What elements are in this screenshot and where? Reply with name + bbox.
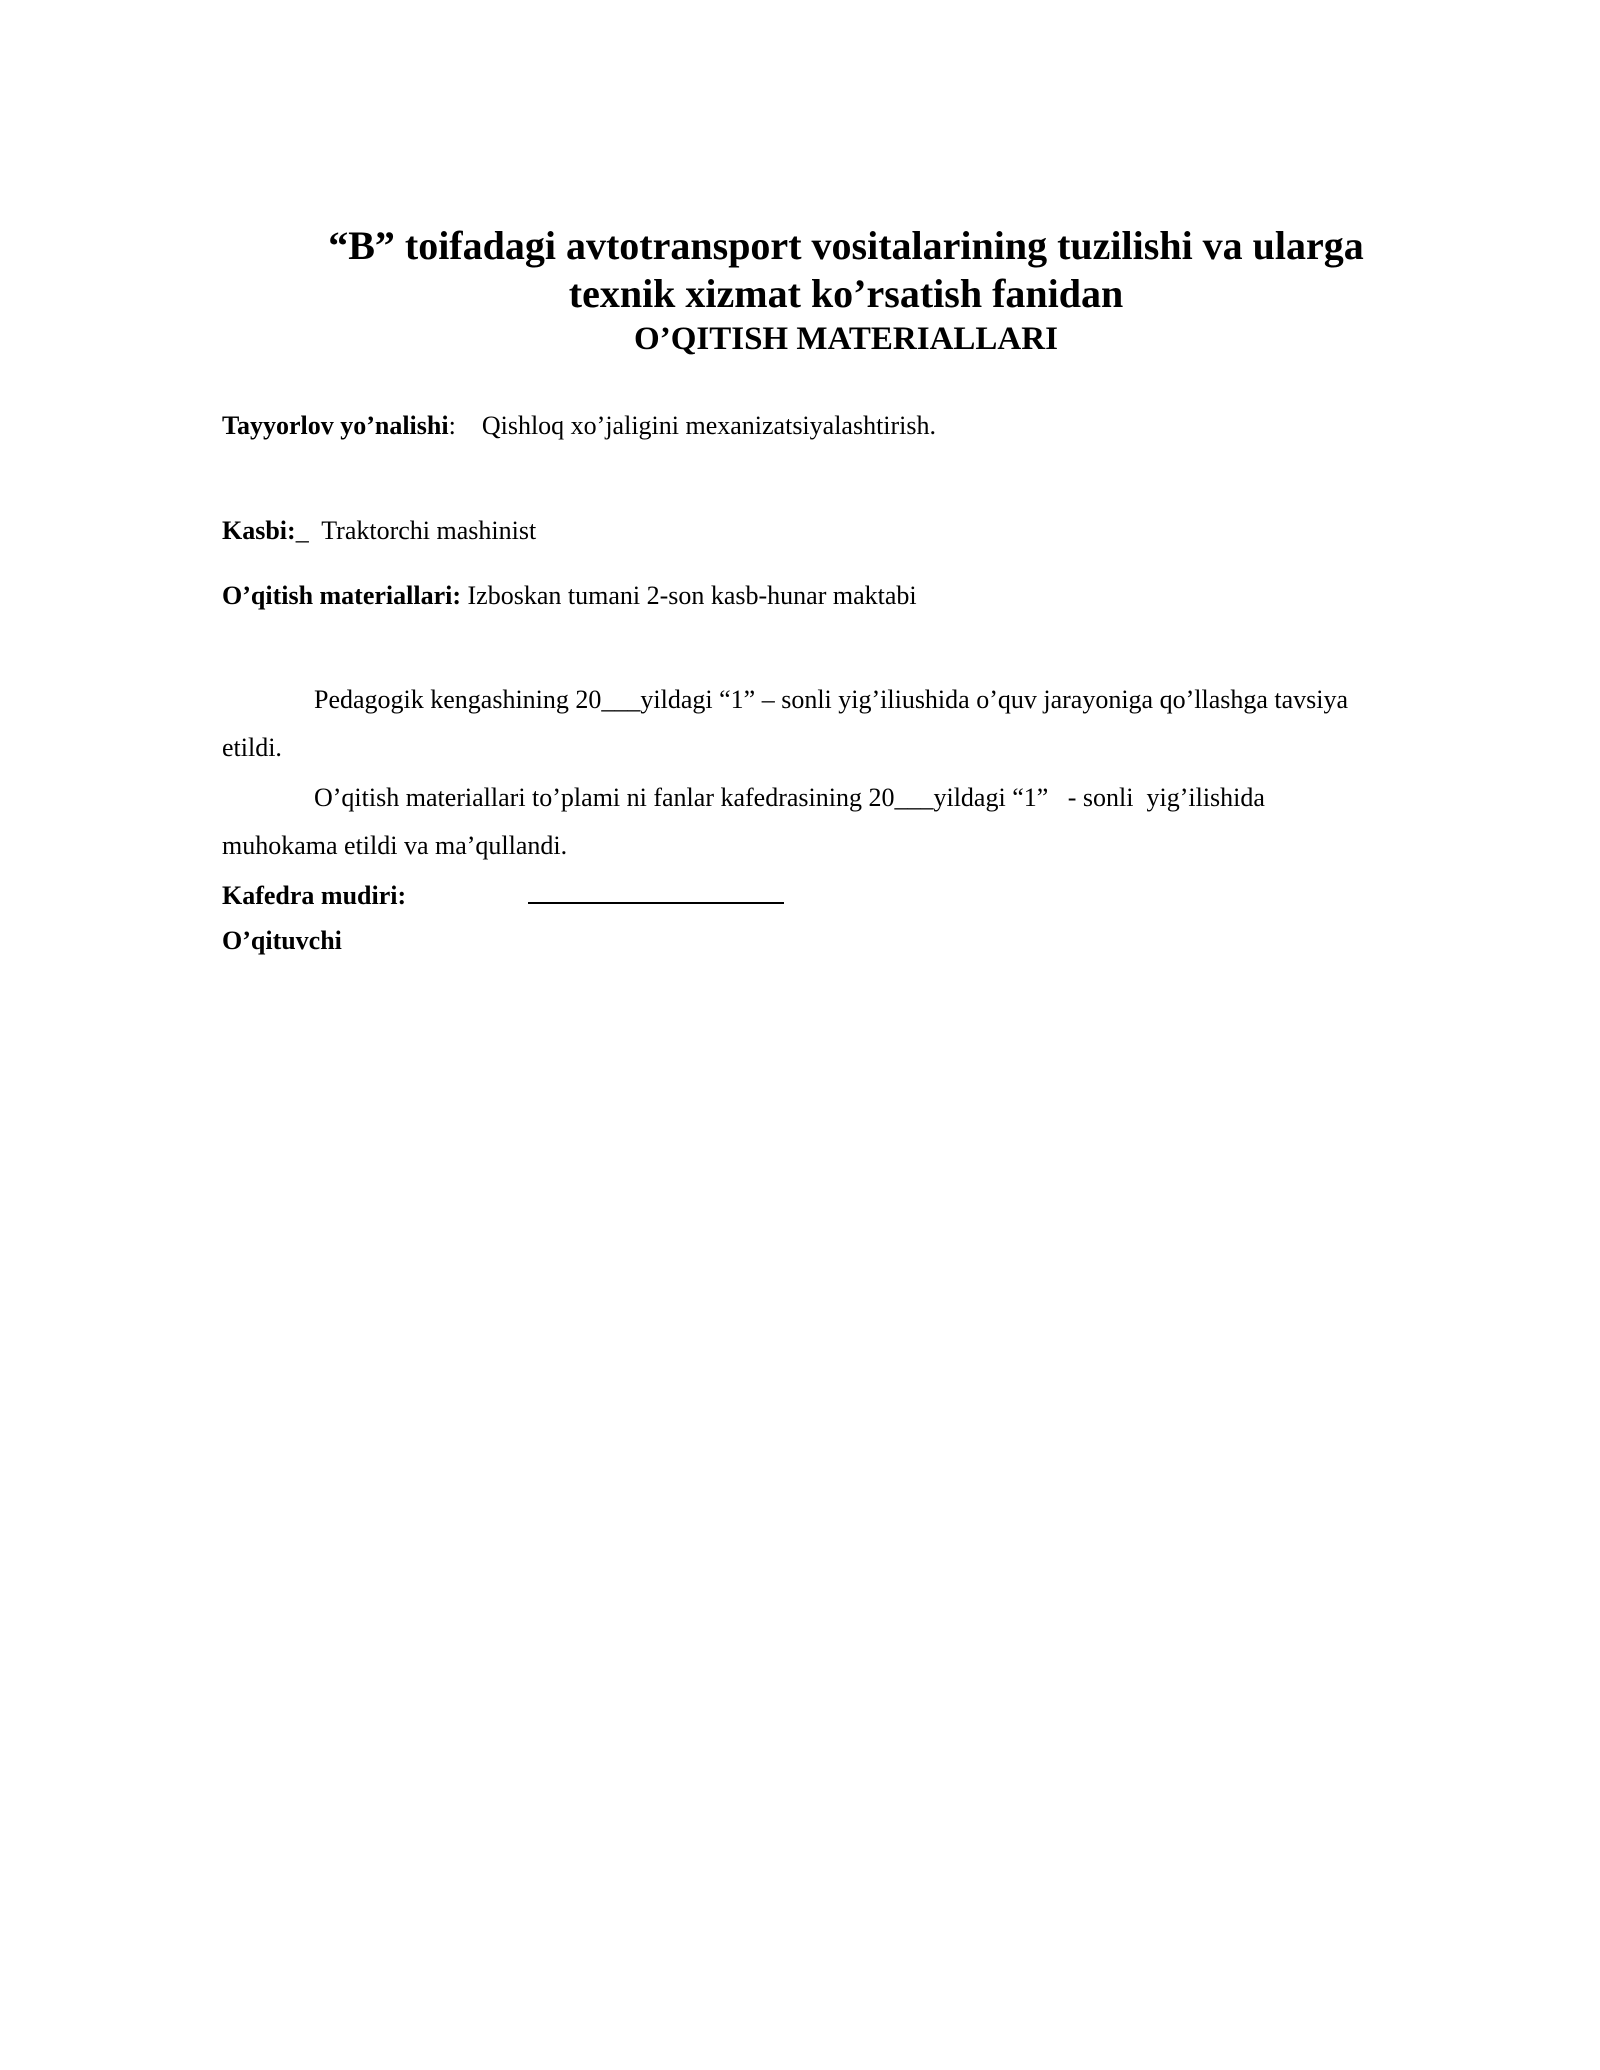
direction-value: Qishloq xo’jaligini mexanizatsiyalashtirish. [481, 411, 937, 440]
para1-line1: Pedagogik kengashining 20___yildagi “1” – sonli yig’iliushida o’quv jarayoniga qo’llashga tavsiya [314, 685, 1349, 714]
title-line-1: “B” toifadagi avtotransport vositalarining tuzilishi va ularga [328, 223, 1364, 268]
direction-colon: : [448, 411, 456, 440]
head-of-department-field [222, 876, 784, 912]
direction-field [222, 410, 936, 442]
materials-label: O’qitish materiallari: [222, 581, 462, 610]
profession-field [222, 515, 536, 547]
materials-field [222, 580, 917, 612]
profession-value: Traktorchi mashinist [321, 516, 537, 545]
document-title [222, 222, 1470, 360]
profession-label: Kasbi: [222, 516, 296, 545]
para2-line1: O’qitish materiallari to’plami ni fanlar kafedrasining 20___yildagi “1” - sonli yig’ilishida [314, 783, 1265, 812]
direction-label: Tayyorlov yo’nalishi [222, 411, 449, 440]
title-line-2: texnik xizmat ko’rsatish fanidan [568, 271, 1124, 316]
title-line-3: O’QITISH MATERIALLARI [634, 321, 1058, 357]
materials-value: Izboskan tumani 2-son kasb-hunar maktabi [467, 581, 917, 610]
para2-line2: muhokama etildi va ma’qullandi. [222, 831, 568, 860]
para1-line2: etildi. [222, 733, 282, 762]
teacher-label: O’qituvchi [222, 926, 342, 955]
pedagogical-council-paragraph [222, 676, 1472, 772]
signature-line [528, 876, 784, 904]
head-label: Kafedra mudiri: [222, 881, 407, 910]
department-paragraph [222, 774, 1472, 870]
teacher-field [222, 925, 342, 957]
profession-underscore: _ [295, 516, 309, 545]
